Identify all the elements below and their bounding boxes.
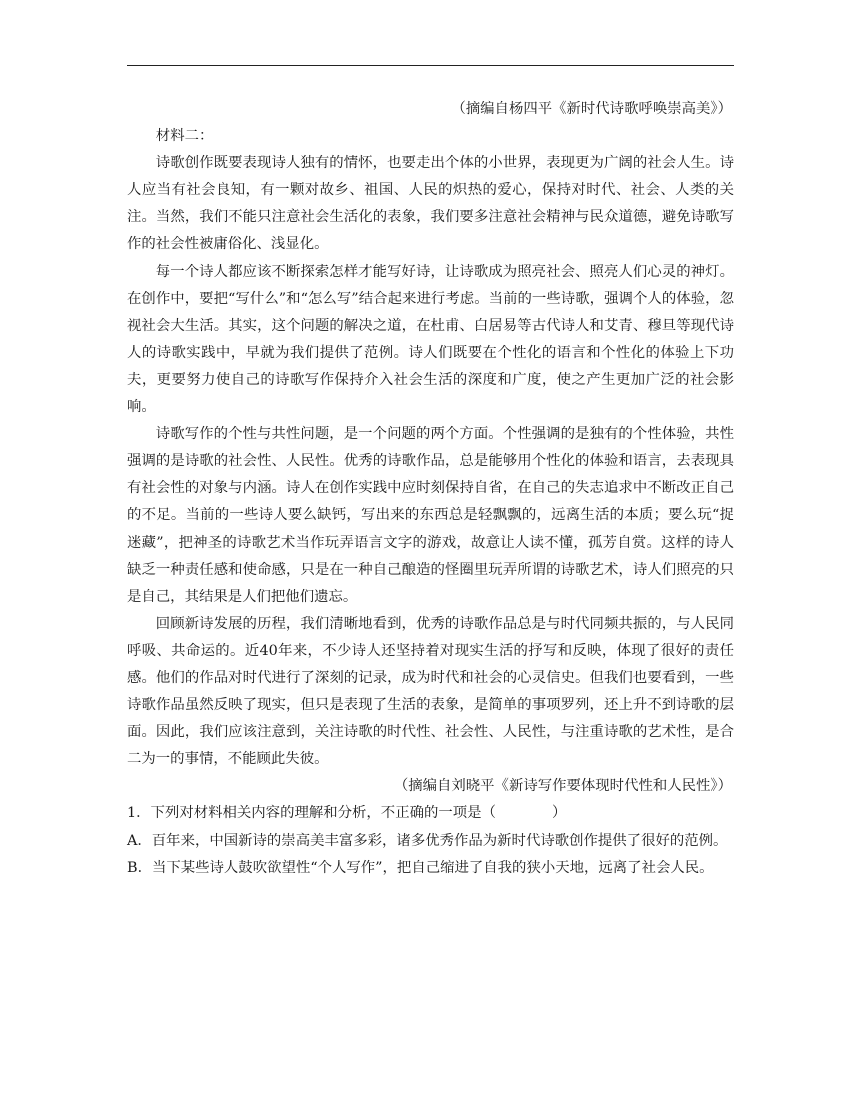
question-stem-close: ）: [551, 805, 567, 822]
document-body: [127, 96, 734, 882]
header-rule: [127, 65, 734, 66]
paragraph-4: 回顾新诗发展的历程，我们清晰地看到，优秀的诗歌作品总是与时代同频共振的，与人民同呼吸、共命运的。近40年来，不少诗人还坚持着对现实生活的抒写和反映，体现了很好的责任感。他们的作品对时代进行了深刻的记录，成为时代和社会的心灵信史。但我们也要看到，一些诗歌作品虽然反映了现实，但只是表现了生活的表象，是简单的事项罗列，还上升不到诗歌的层面。因此，我们应该注意到，关注诗歌的时代性、社会性、人民性，与注重诗歌的艺术性，是合二为一的事情，不能顾此失彼。: [127, 615, 734, 768]
material-2-heading: 材料二：: [155, 128, 214, 145]
question-1-stem: [127, 800, 734, 827]
source-citation-2: （摘编自刘晓平《新诗写作要体现时代性和人民性》）: [393, 778, 732, 795]
paragraph-2: 每一个诗人都应该不断探索怎样才能写好诗，让诗歌成为照亮社会、照亮人们心灵的神灯。在创作中，要把“写什么”和“怎么写”结合起来进行考虑。当前的一些诗歌，强调个人的体验，忽视社会大生活。其实，这个问题的解决之道，在杜甫、白居易等古代诗人和艾青、穆旦等现代诗人的诗歌实践中，早就为我们提供了范例。诗人们既要在个性化的语言和个性化的体验上下功夫，更要努力使自己的诗歌写作保持介入社会生活的深度和广度，使之产生更加广泛的社会影响。: [127, 263, 734, 416]
paragraph-1: 诗歌创作既要表现诗人独有的情怀，也要走出个体的小世界，表现更为广阔的社会人生。诗人应当有社会良知，有一颗对故乡、祖国、人民的炽热的爱心，保持对时代、社会、人类的关注。当然，我们不能只注意社会生活化的表象，我们要多注意社会精神与民众道德，避免诗歌写作的社会性被庸俗化、浅显化。: [127, 155, 734, 253]
option-b: B．当下某些诗人鼓吹欲望性“个人写作”，把自己缩进了自我的狭小天地，远离了社会人民。: [127, 859, 714, 876]
source-citation-1: （摘编自杨四平《新时代诗歌呼唤崇高美》）: [451, 101, 732, 117]
question-stem-text: 1．下列对材料相关内容的理解和分析，不正确的一项是（: [127, 805, 496, 822]
paragraph-3: 诗歌写作的个性与共性问题，是一个问题的两个方面。个性强调的是独有的个性体验，共性强调的是诗歌的社会性、人民性。优秀的诗歌作品，总是能够用个性化的体验和语言，去表现具有社会性的对象与内涵。诗人在创作实践中应时刻保持自省，在自己的失志追求中不断改正自己的不足。当前的一些诗人要么缺钙，写出来的东西总是轻飘飘的，远离生活的本质；要么玩“捉迷藏”，把神圣的诗歌艺术当作玩弄语言文字的游戏，故意让人读不懂，孤芳自赏。这样的诗人缺乏一种责任感和使命感，只是在一种自己酿造的怪圈里玩弄所谓的诗歌艺术，诗人们照亮的只是自己，其结果是人们把他们遗忘。: [127, 426, 734, 605]
option-a: A．百年来，中国新诗的崇高美丰富多彩，诸多优秀作品为新时代诗歌创作提供了很好的范例。: [127, 832, 728, 849]
